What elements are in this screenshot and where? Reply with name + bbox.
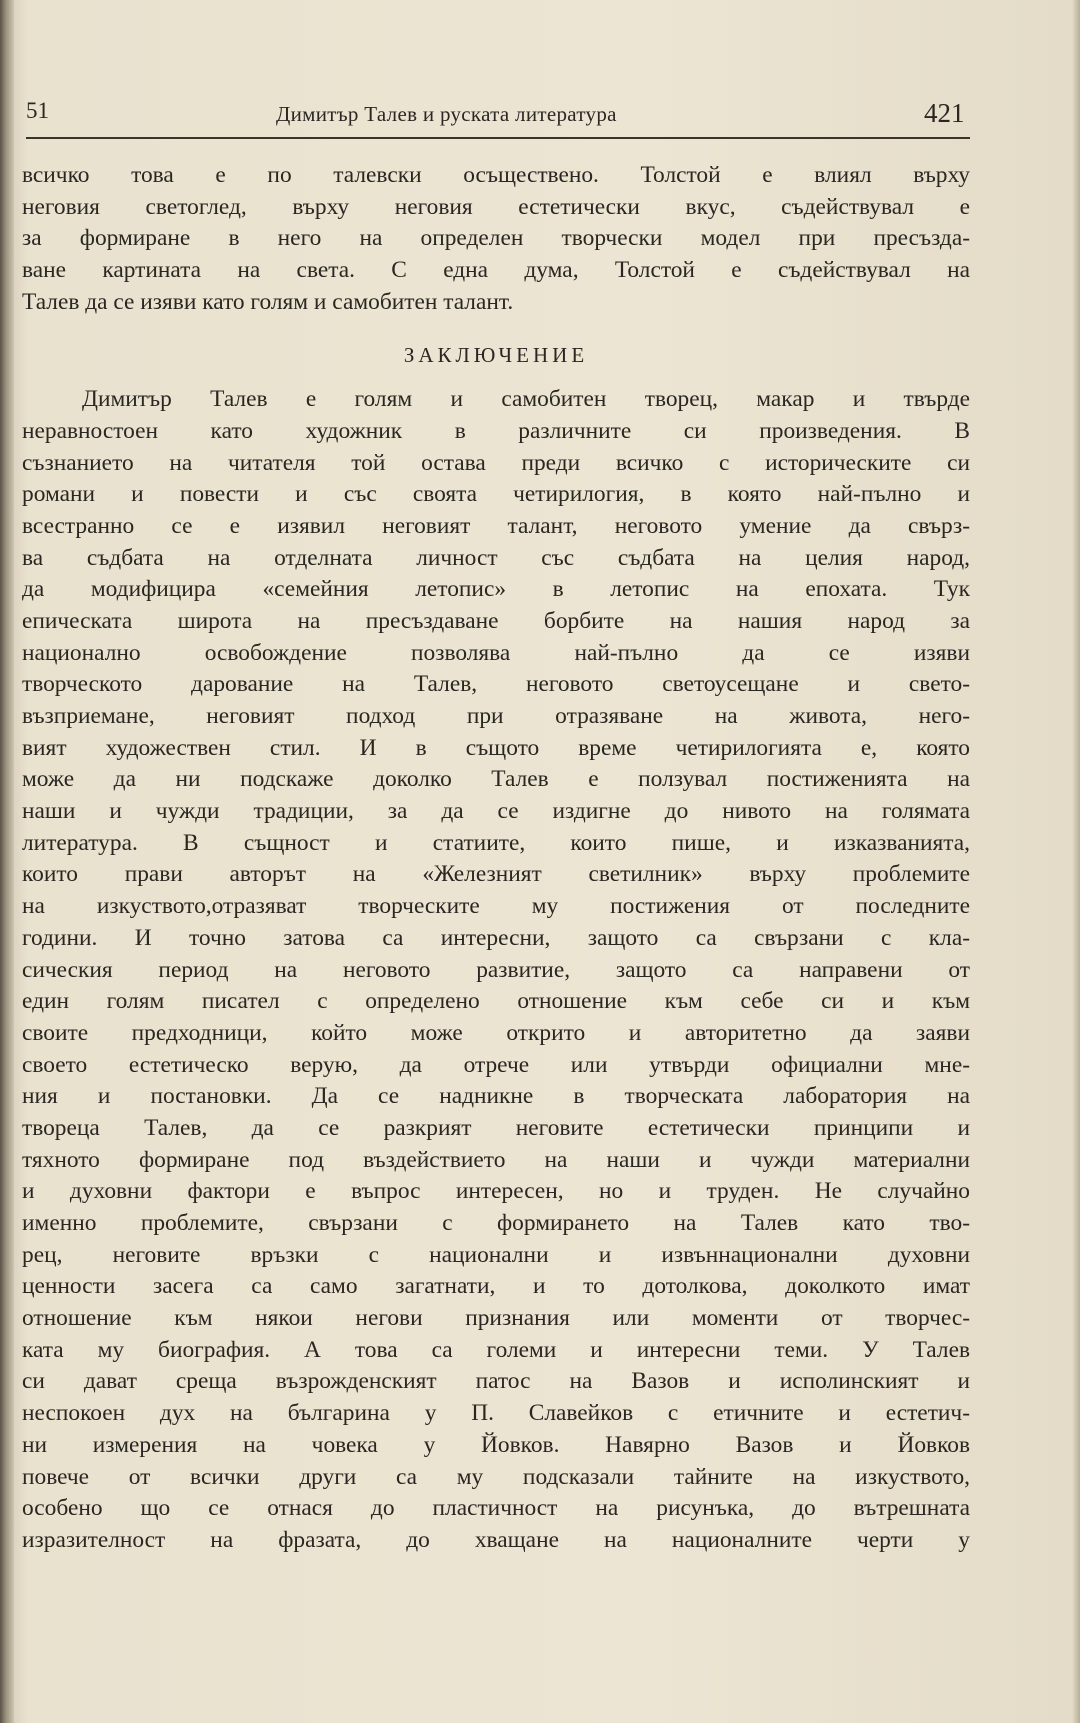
section-heading: ЗАКЛЮЧЕНИЕ <box>403 343 589 368</box>
text-line: години. И точно затова са интересни, защото са свързани с кла- <box>22 924 970 951</box>
text-line: и духовни фактори е въпрос интересен, но и труден. Не случайно <box>22 1178 970 1205</box>
running-header <box>26 98 966 134</box>
text-line: ни измерения на човека у Йовков. Навярно Вазов и Йовков <box>22 1431 970 1458</box>
text-line: си дават среща възрожденският патос на Вазов и исполинският и <box>22 1368 970 1395</box>
text-line: романи и повести и със своята четирилогия, в която най-пълно и <box>22 481 970 508</box>
text-line: творческото дарование на Талев, неговото светоусещане и свето- <box>22 671 970 698</box>
text-line: наши и чужди традиции, за да се издигне до нивото на голямата <box>22 798 970 825</box>
text-line: национално освобождение позволява най-пълно да се изяви <box>22 639 970 666</box>
page-body <box>22 160 970 1557</box>
text-line: Димитър Талев е голям и самобитен творец, макар и твърде <box>82 386 970 413</box>
text-line: литература. В същност и статиите, които пише, и изказванията, <box>22 829 970 856</box>
text-line: които прави авторът на «Железният светилник» върху проблемите <box>22 861 970 888</box>
text-line: всестранно се е изявил неговият талант, неговото умение да свърз- <box>22 512 970 539</box>
text-line: Талев да се изяви като голям и самобитен талант. <box>22 288 514 315</box>
text-line: неспокоен дух на българина у П. Славейков с етичните и естетич- <box>22 1400 970 1427</box>
binding-edge <box>0 0 14 1723</box>
text-line: на изкуството,отразяват творческите му постижения от последните <box>22 893 970 920</box>
text-line: именно проблемите, свързани с формирането на Талев като тво- <box>22 1210 970 1236</box>
text-line: ва съдбата на отделната личност със съдбата на целия народ, <box>22 544 970 571</box>
text-line: вият художествен стил. И в същото време четирилогията е, която <box>22 734 970 761</box>
text-line: неговия светоглед, върху неговия естетически вкус, съдействувал е <box>22 193 970 220</box>
text-line: отношение към някои негови признания или моменти от творчес- <box>22 1305 970 1332</box>
text-line: ценности засега са само загатнати, и то дотолкова, доколкото имат <box>22 1273 970 1300</box>
previous-page-fragment: 51 <box>26 98 49 123</box>
text-line: може да ни подскаже доколко Талев е ползувал постиженията на <box>22 766 970 793</box>
running-title: Димитър Талев и руската литература <box>276 102 617 126</box>
text-line: неравностоен като художник в различните си произведения. В <box>22 417 970 444</box>
text-line: сическия период на неговото развитие, защото са направени от <box>22 956 970 983</box>
page-number: 421 <box>924 98 965 128</box>
text-line: да модифицира «семейния летопис» в летопис на епохата. Тук <box>22 576 970 603</box>
header-rule <box>26 137 970 139</box>
page-edge <box>1072 0 1080 1723</box>
text-line: за формиране в него на определен творчески модел при пресъзда- <box>22 225 970 252</box>
text-line: тяхното формиране под въздействието на наши и чужди материални <box>22 1146 970 1173</box>
text-line: съзнанието на читателя той остава преди всичко с историческите си <box>22 449 970 476</box>
paragraph-2 <box>22 384 970 1556</box>
text-line: ния и постановки. Да се надникне в творческата лаборатория на <box>22 1083 970 1110</box>
text-line: рец, неговите връзки с национални и извъннационални духовни <box>22 1241 970 1268</box>
text-line: особено що се отнася до пластичност на рисунъка, до вътрешната <box>22 1495 970 1522</box>
text-line: епическата широта на пресъздаване борбите на нашия народ за <box>22 607 970 634</box>
text-line: своите предходници, който може открито и авторитетно да заяви <box>22 1019 970 1046</box>
text-line: всичко това е по талевски осъществено. Толстой е влиял върху <box>22 162 970 188</box>
paragraph-1 <box>22 160 970 318</box>
text-line: ване картината на света. С една дума, Толстой е съдействувал на <box>22 257 970 284</box>
text-line: изразителност на фразата, до хващане на националните черти у <box>22 1526 970 1553</box>
text-line: възприемане, неговият подход при отразяване на живота, него- <box>22 703 970 729</box>
text-line: своето естетическо верую, да отрече или утвърди официални мне- <box>22 1051 970 1078</box>
text-line: един голям писател с определено отношение към себе си и към <box>22 988 970 1015</box>
text-line: твореца Талев, да се разкрият неговите естетически принципи и <box>22 1114 970 1141</box>
text-line: ката му биография. А това са големи и интересни теми. У Талев <box>22 1336 970 1363</box>
text-line: повече от всички други са му подсказали тайните на изкуството, <box>22 1463 970 1490</box>
